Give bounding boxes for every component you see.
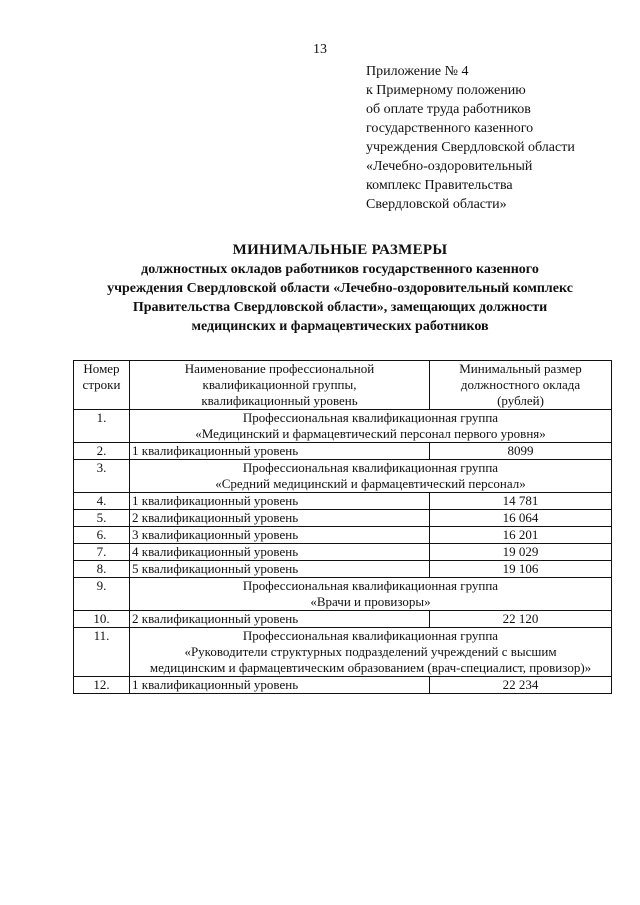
table-row [74,443,612,460]
row-number: 9. [74,578,130,611]
table-header-row [74,361,612,410]
group-line: «Врачи и провизоры» [310,594,431,609]
header-line: строки [82,377,121,392]
document-title [60,240,620,336]
qualification-level: 1 квалификационный уровень [130,443,430,460]
header-line: (рублей) [497,393,544,408]
salary-table [73,360,612,694]
title-sub-line: должностных окладов работников государственного казенного [141,262,539,277]
qualification-level: 2 квалификационный уровень [130,611,430,628]
salary-value: 16 201 [430,527,612,544]
group-line: Профессиональная квалификационная группа [242,410,499,425]
appendix-line: Приложение № 4 [366,64,469,79]
salary-value: 14 781 [430,493,612,510]
page-number: 13 [313,42,327,57]
row-number: 2. [74,443,130,460]
header-min-salary [430,361,612,410]
appendix-note [366,62,626,214]
salary-value: 22 120 [430,611,612,628]
group-line: «Средний медицинский и фармацевтический персонал» [215,476,526,491]
qualification-level: 5 квалификационный уровень [130,561,430,578]
row-number: 11. [74,628,130,677]
row-number: 7. [74,544,130,561]
row-number: 6. [74,527,130,544]
appendix-line: Свердловской области» [366,197,507,212]
appendix-line: учреждения Свердловской области [366,140,575,155]
title-sub-line: учреждения Свердловской области «Лечебно-оздоровительный комплекс [107,281,573,296]
row-number: 4. [74,493,130,510]
header-line: Наименование профессиональной [184,361,375,376]
qualification-level: 1 квалификационный уровень [130,493,430,510]
title-sub-line: медицинских и фармацевтических работников [191,319,489,334]
header-row-number [74,361,130,410]
group-title [130,460,612,493]
table-row-group [74,628,612,677]
table-row [74,677,612,694]
group-line: Профессиональная квалификационная группа [242,578,499,593]
row-number: 5. [74,510,130,527]
table-row [74,510,612,527]
qualification-level: 4 квалификационный уровень [130,544,430,561]
table-row-group [74,410,612,443]
table-row [74,493,612,510]
group-line: Профессиональная квалификационная группа [242,460,499,475]
appendix-line: к Примерному положению [366,83,526,98]
appendix-line: государственного казенного [366,121,534,136]
table-row [74,527,612,544]
salary-value: 16 064 [430,510,612,527]
header-line: квалификационной группы, [202,377,357,392]
header-group-name [130,361,430,410]
table-row [74,561,612,578]
appendix-line: комплекс Правительства [366,178,513,193]
group-line: Профессиональная квалификационная группа [242,628,499,643]
appendix-line: об оплате труда работников [366,102,531,117]
table-row-group [74,578,612,611]
group-line: «Медицинский и фармацевтический персонал первого уровня» [195,426,546,441]
header-line: должностного оклада [460,377,581,392]
table-row [74,611,612,628]
group-title [130,578,612,611]
row-number: 10. [74,611,130,628]
qualification-level: 2 квалификационный уровень [130,510,430,527]
header-line: Номер [83,361,120,376]
table-row [74,544,612,561]
header-line: Минимальный размер [459,361,582,376]
title-sub-line: Правительства Свердловской области», замещающих должности [132,300,548,315]
salary-value: 22 234 [430,677,612,694]
appendix-line: «Лечебно-оздоровительный [366,159,533,174]
qualification-level: 1 квалификационный уровень [130,677,430,694]
group-title [130,628,612,677]
row-number: 1. [74,410,130,443]
title-main: МИНИМАЛЬНЫЕ РАЗМЕРЫ [232,242,448,258]
salary-value: 8099 [430,443,612,460]
group-line: «Руководители структурных подразделений учреждений с высшим [184,644,557,659]
row-number: 8. [74,561,130,578]
row-number: 3. [74,460,130,493]
group-title [130,410,612,443]
salary-value: 19 029 [430,544,612,561]
row-number: 12. [74,677,130,694]
qualification-level: 3 квалификационный уровень [130,527,430,544]
header-line: квалификационный уровень [201,393,358,408]
table-row-group [74,460,612,493]
group-line: медицинским и фармацевтическим образованием (врач-специалист, провизор)» [149,660,592,675]
salary-value: 19 106 [430,561,612,578]
